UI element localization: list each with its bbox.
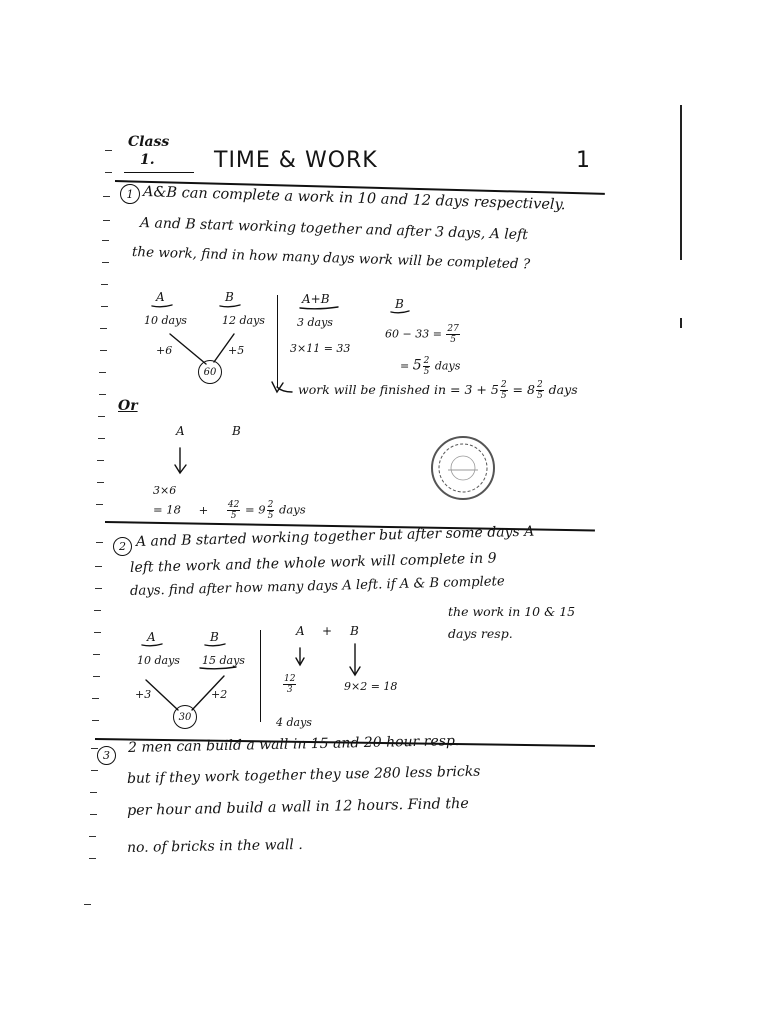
q2-a-efficiency: +3: [135, 688, 152, 701]
q2-right-a: A: [296, 624, 305, 638]
q1-remaining-text: 60 − 33 =: [385, 327, 442, 341]
question-3-number: 3: [97, 746, 116, 765]
q2-line-1: A and B started working together but after some days A: [135, 523, 535, 550]
q2-b-efficiency: +2: [211, 688, 228, 701]
q1-finish-unit: days: [548, 382, 578, 397]
q1-alt-a-label: A: [176, 424, 185, 438]
q3-line-2: but if they work together they use 280 less bricks: [126, 763, 481, 787]
q1-ab-work: 3×11 = 33: [290, 342, 351, 355]
q1-eq2-num: 2: [423, 356, 430, 366]
q2-side-line-2: days resp.: [448, 626, 513, 641]
q2-b-days: 15 days: [202, 654, 245, 667]
q1-line-1: A&B can complete a work in 10 and 12 days respectively.: [142, 184, 566, 214]
q1-finish-expr: 3 + 5: [464, 382, 499, 397]
q3-line-3: per hour and build a wall in 12 hours. Find the: [126, 795, 470, 819]
q1-line-2: A and B start working together and after 3 days, A left: [139, 215, 529, 244]
q1-b-label: B: [225, 290, 234, 304]
q1-alt-b-label: B: [232, 424, 241, 438]
question-2-number: 2: [113, 537, 132, 556]
q1-eq2-prefix: =: [400, 359, 410, 373]
page-title: TIME & WORK: [214, 148, 378, 173]
page-number: 1: [576, 148, 590, 173]
q1-finish-text: work will be finished in =: [298, 382, 461, 397]
q1-remaining-num: 27: [447, 324, 459, 334]
q1-lcm-circle: 60: [198, 360, 222, 384]
q2-lcm-circle: 30: [173, 705, 197, 729]
class-number: 1.: [140, 152, 155, 168]
q1-alt-calc2-prefix: = 18: [153, 502, 181, 517]
question-1-number: 1: [120, 184, 140, 204]
q3-line-4: no. of bricks in the wall .: [126, 836, 303, 856]
q1-alt-unit: days: [279, 502, 306, 517]
q2-line-3: days. find after how many days A left. if A & B complete: [129, 574, 505, 599]
q2-a-label: A: [147, 630, 156, 644]
q2-b-calc: 9×2 = 18: [344, 680, 398, 693]
q2-line-2: left the work and the whole work will complete in 9: [129, 550, 497, 576]
college-stamp-icon: [432, 437, 494, 499]
q1-ab-label: A+B: [302, 292, 330, 306]
q3-line-1: 2 men can build a wall in 15 and 20 hour resp.: [127, 733, 460, 756]
q1-b-days: 12 days: [222, 314, 265, 327]
q1-alt-num: 42: [227, 500, 240, 510]
q1-alt-calc-1: 3×6: [153, 484, 177, 497]
q1-finish-eq: = 8: [512, 382, 535, 397]
q1-finish-den-2: 5: [536, 391, 543, 401]
q1-a-days: 10 days: [144, 314, 187, 327]
q1-b2-label: B: [395, 297, 404, 311]
q1-finish-num: 2: [500, 380, 507, 390]
q2-a-days: 10 days: [137, 654, 180, 667]
q1-b-efficiency: +5: [228, 344, 245, 357]
q1-line-3: the work, find in how many days work will be completed ?: [131, 244, 531, 273]
q2-right-b: B: [350, 624, 359, 638]
q1-finish-num-2: 2: [536, 380, 543, 390]
q1-finish-den: 5: [500, 391, 507, 401]
q2-b-label: B: [210, 630, 219, 644]
q2-a-result: 4 days: [276, 716, 312, 729]
q1-alt-den: 5: [230, 511, 237, 521]
q2-right-plus: +: [322, 624, 333, 638]
q1-alt-eq: = 9: [245, 502, 266, 517]
q1-alt-num-2: 2: [267, 500, 274, 510]
q2-a-den: 3: [286, 685, 293, 695]
q2-a-num: 12: [284, 674, 296, 684]
q1-a-efficiency: +6: [156, 344, 173, 357]
q1-eq2-whole: 5: [412, 357, 422, 374]
q1-eq2-unit: days: [434, 359, 461, 373]
q1-ab-days: 3 days: [297, 316, 333, 329]
class-label: Class: [128, 134, 170, 150]
q1-alt-den-2: 5: [267, 511, 274, 521]
q1-alt-plus: +: [198, 502, 209, 517]
q1-eq2-den: 5: [423, 367, 430, 377]
q1-a-label: A: [156, 290, 165, 304]
q1-alt-label: Or: [118, 398, 138, 414]
q1-remaining-den: 5: [450, 335, 457, 345]
q2-side-line-1: the work in 10 & 15: [448, 604, 576, 619]
